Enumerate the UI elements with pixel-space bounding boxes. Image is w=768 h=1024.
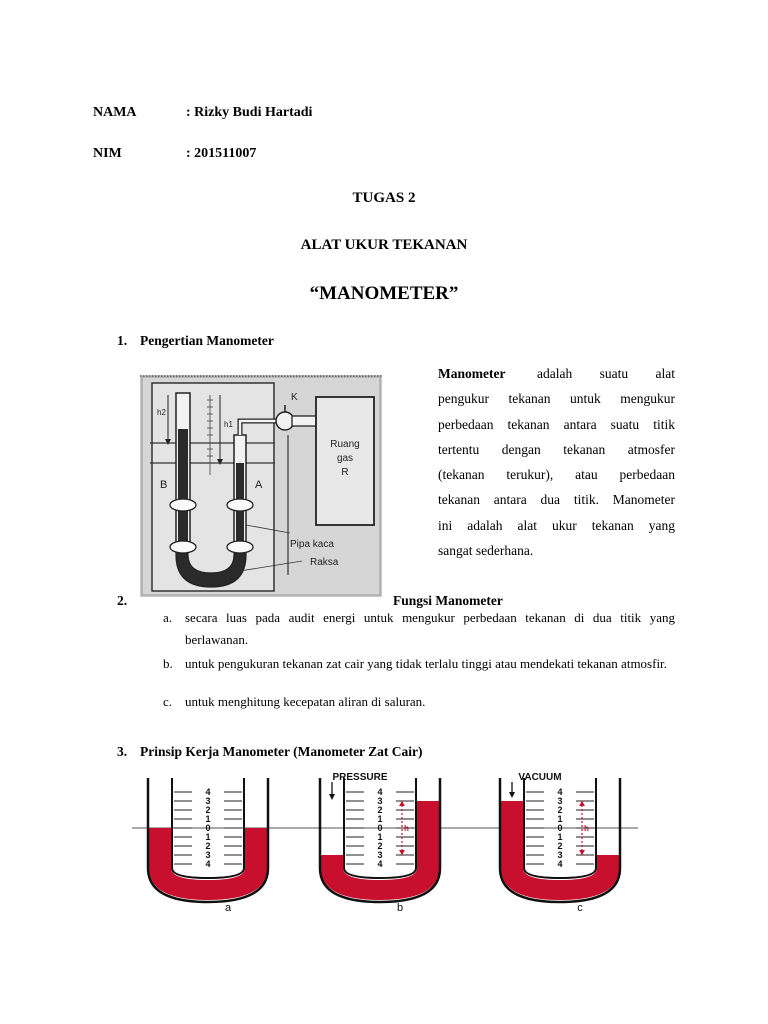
h-label: h	[404, 824, 409, 833]
label-k: K	[291, 392, 298, 403]
liquid-left-column	[149, 828, 171, 868]
scale-label: 4	[557, 859, 563, 869]
scale-label: 3	[377, 796, 383, 806]
label-mercury: Raksa	[310, 557, 339, 568]
scale-label: 2	[557, 841, 563, 851]
nim-label: NIM	[93, 146, 122, 161]
scale-label: 4	[205, 787, 211, 797]
tube-b-mercury	[178, 429, 188, 548]
section2-number: 2.	[117, 593, 128, 608]
scale-label: 3	[557, 796, 563, 806]
definition-line: (tekanan terukur), atau perbedaan	[438, 467, 675, 483]
scale-label: 4	[377, 859, 383, 869]
section3-title: Prinsip Kerja Manometer (Manometer Zat Cair)	[140, 744, 423, 759]
liquid-left-column	[321, 855, 343, 868]
panel-label: b	[396, 902, 404, 914]
list-item	[163, 691, 675, 713]
scale-label: 2	[205, 805, 211, 815]
scale-label: 4	[377, 787, 383, 797]
label-h2: h2	[157, 408, 166, 417]
scale-label: 0	[557, 823, 563, 833]
section2-title: Fungsi Manometer	[393, 593, 503, 608]
list-item-text: secara luas pada audit energi untuk mengukur perbedaan tekanan di dua titik yang berlawanan.	[185, 610, 675, 647]
scale-label: 1	[377, 832, 383, 842]
definition-line: tekanan antara dua titik. Manometer	[438, 492, 675, 508]
list-item	[163, 607, 675, 651]
liquid-right-column	[417, 801, 439, 868]
pressure-arrow-head	[329, 794, 335, 800]
name-label: NAMA	[93, 105, 137, 120]
scale-label: 0	[205, 823, 211, 833]
label-h1: h1	[224, 420, 233, 429]
h-indicator-arrow-down	[399, 850, 405, 855]
list-item-letter: c.	[163, 694, 173, 709]
list-item-text: untuk menghitung kecepatan aliran di saluran.	[185, 694, 426, 709]
label-chamber-2: gas	[336, 453, 354, 464]
scale-label: 2	[205, 841, 211, 851]
label-chamber-3: R	[341, 467, 349, 478]
list-item-text: untuk pengukuran tekanan zat cair yang tidak terlalu tinggi atau mendekati tekanan atmosfir.	[185, 656, 667, 671]
h-label: h	[584, 824, 589, 833]
definition-line: pengukur tekanan untuk mengukur	[438, 391, 675, 407]
label-a: A	[255, 479, 263, 491]
scale-label: 4	[557, 787, 563, 797]
scale-label: 3	[557, 850, 563, 860]
vacuum-label: VACUUM	[518, 772, 562, 783]
label-chamber-1: Ruang	[330, 439, 360, 450]
h-indicator-arrow-down	[579, 850, 585, 855]
section3-number: 3.	[117, 744, 128, 759]
definition-line: tertentu dengan tekanan atmosfer	[438, 441, 675, 457]
list-item-letter: b.	[163, 656, 173, 671]
h-indicator-arrow-up	[579, 801, 585, 806]
scale-label: 2	[377, 805, 383, 815]
scale-label: 1	[205, 814, 211, 824]
label-b: B	[160, 479, 168, 491]
label-pipe: Pipa kaca	[290, 539, 334, 550]
assignment-title: TUGAS 2	[352, 190, 416, 206]
scale-label: 2	[377, 841, 383, 851]
liquid-right-column	[597, 855, 619, 868]
section1-title: Pengertian Manometer	[140, 333, 274, 348]
scale-label: 3	[205, 850, 211, 860]
scale-label: 1	[377, 814, 383, 824]
pressure-label: PRESSURE	[332, 772, 388, 783]
scale-label: 4	[205, 859, 211, 869]
scale-label: 0	[377, 823, 383, 833]
h-indicator-arrow-up	[399, 801, 405, 806]
scale-label: 1	[557, 814, 563, 824]
scale-label: 1	[205, 832, 211, 842]
definition-line: perbedaan tekanan antara suatu titik	[438, 416, 675, 432]
manometer-photo	[140, 375, 382, 597]
vacuum-arrow-head	[509, 792, 515, 798]
definition-paragraph	[438, 361, 675, 563]
definition-line: ini adalah alat ukur tekanan yang	[438, 517, 675, 533]
definition-term: Manometer	[438, 366, 506, 381]
name-value: : Rizky Budi Hartadi	[186, 105, 313, 120]
nim-value: : 201511007	[186, 146, 257, 161]
valve-k	[276, 412, 294, 430]
scale-label: 3	[205, 796, 211, 806]
subject-title: ALAT UKUR TEKANAN	[300, 237, 468, 253]
liquid-right-column	[245, 828, 267, 868]
scale-label: 1	[557, 832, 563, 842]
scale-label: 2	[557, 805, 563, 815]
scale-label: 3	[377, 850, 383, 860]
definition-line: adalah suatu alat	[537, 366, 675, 381]
list-item-letter: a.	[163, 610, 173, 625]
liquid-left-column	[501, 801, 523, 868]
panel-label: a	[224, 902, 232, 914]
u-tube-manometer-figure	[132, 768, 638, 914]
topic-title: “MANOMETER”	[309, 283, 459, 304]
section1-number: 1.	[117, 333, 128, 348]
definition-line: sangat sederhana.	[438, 543, 534, 559]
panel-label: c	[577, 902, 583, 914]
